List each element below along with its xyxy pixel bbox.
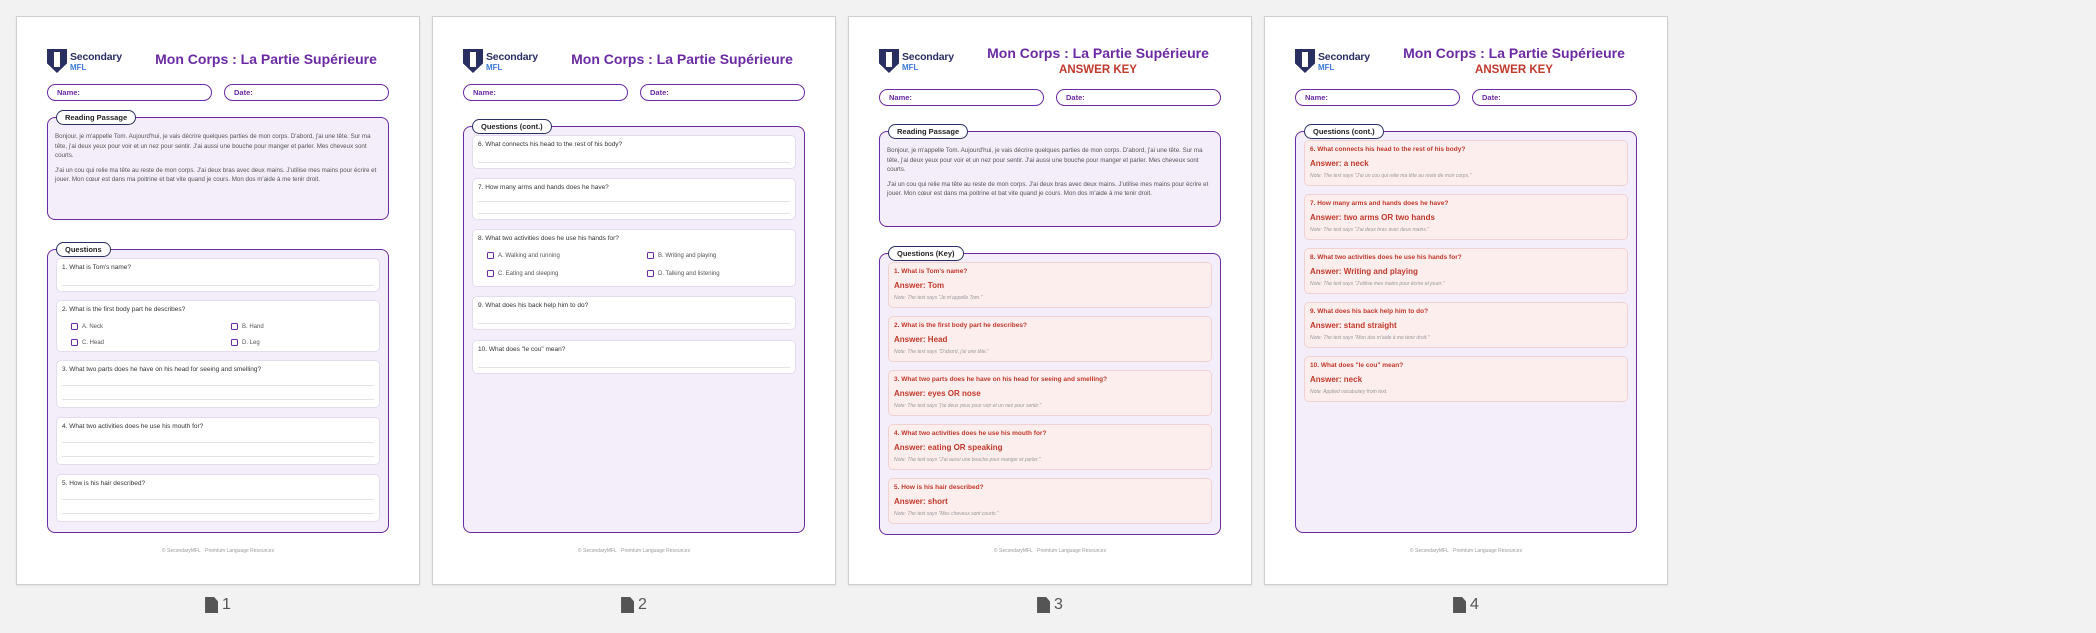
option-c[interactable]: C. Eating and sleeping [487, 270, 558, 277]
question-item [56, 258, 380, 292]
answer-line[interactable] [478, 201, 790, 202]
answer-key-page-4 [1264, 16, 1668, 585]
passage-paragraph: J'ai un cou qui relie ma tête au reste de mon corps. J'ai deux bras avec deux mains. J'utilise mes mains pour écrire et jouer. Mon cœur est dans ma poitrine et bat vite quand je cours. Mon dos m'aide à me tenir droit. [887, 180, 1209, 197]
answer-line[interactable] [478, 323, 790, 324]
logo-text-top: Secondary [1318, 51, 1370, 63]
document-icon [1453, 597, 1466, 613]
questions-cont-box [463, 122, 805, 533]
reading-passage-box [879, 127, 1221, 227]
page-footer: © SecondaryMFL · Premium Language Resources [1409, 548, 1523, 554]
worksheet-page-2 [432, 16, 836, 585]
answer-note: Note: The text says "J'utilise mes mains pour écrire et jouer." [1310, 281, 1445, 287]
question-item [56, 300, 380, 352]
option-d[interactable]: D. Leg [231, 339, 260, 346]
passage-paragraph: J'ai un cou qui relie ma tête au reste de mon corps. J'ai deux bras avec deux mains. J'utilise mes mains pour écrire et jouer. Mon cœur est dans ma poitrine et bat vite quand je cours. Mon dos m'aide à me tenir droit. [55, 166, 377, 183]
answer-line[interactable] [62, 385, 374, 386]
answer-text: Answer: eyes OR nose [894, 389, 981, 398]
answer-line[interactable] [478, 162, 790, 163]
answer-text: Answer: eating OR speaking [894, 443, 1003, 452]
question-text: 4. What two activities does he use his mouth for? [62, 423, 204, 430]
answer-item [1304, 140, 1628, 186]
answer-note: Note: The text says "j'ai deux yeux pour voir et un nez pour sentir." [894, 403, 1042, 409]
answer-item [888, 478, 1212, 524]
page-footer: © SecondaryMFL · Premium Language Resources [993, 548, 1107, 554]
date-field[interactable]: Date: [640, 84, 805, 101]
option-c[interactable]: C. Head [71, 339, 104, 346]
answer-key-label: ANSWER KEY [1475, 64, 1553, 76]
secondarymfl-logo [879, 49, 954, 77]
answer-line[interactable] [62, 456, 374, 457]
shield-icon [47, 49, 67, 73]
shield-icon [879, 49, 899, 73]
answer-note: Note: The text says "J'ai un cou qui relie ma tête au reste de mon corps." [1310, 173, 1472, 179]
answer-note: Note: The text says "J'ai aussi une bouche pour manger et parler." [894, 457, 1041, 463]
passage-paragraph: Bonjour, je m'appelle Tom. Aujourd'hui, je vais décrire quelques parties de mon corps. D'abord, j'ai une tête. Sur ma tête, j'ai deux yeux pour voir et un nez pour sentir. J'ai aussi une bouche pour manger et parler. Mes cheveux sont courts. [887, 147, 1203, 173]
checkbox[interactable] [647, 270, 654, 277]
answer-item [888, 424, 1212, 470]
answer-line[interactable] [478, 367, 790, 368]
answer-item [1304, 194, 1628, 240]
question-item [472, 296, 796, 330]
checkbox[interactable] [647, 252, 654, 259]
answer-note: Note: The text says "D'abord, j'ai une tête." [894, 349, 989, 355]
section-label: Questions (cont.) [1304, 124, 1384, 139]
question-text: 10. What does "le cou" mean? [1310, 362, 1404, 369]
name-date-fields [463, 84, 805, 101]
answer-item [1304, 302, 1628, 348]
page-title: Mon Corps : La Partie Supérieure [987, 45, 1209, 61]
question-text: 7. How many arms and hands does he have? [478, 184, 609, 191]
question-text: 2. What is the first body part he describes? [894, 322, 1027, 329]
question-item [56, 474, 380, 522]
answer-text: Answer: Tom [894, 281, 945, 290]
logo-text-top: Secondary [70, 51, 122, 63]
document-icon [621, 597, 634, 613]
answer-note: Note: Applied vocabulary from text. [1310, 389, 1388, 395]
name-date-fields [879, 89, 1221, 106]
page-title: Mon Corps : La Partie Supérieure [155, 51, 377, 67]
option-a[interactable]: A. Neck [71, 323, 103, 330]
answer-text: Answer: short [894, 497, 948, 506]
answer-text: Answer: two arms OR two hands [1310, 213, 1435, 222]
answer-item [888, 262, 1212, 308]
passage-paragraph: Bonjour, je m'appelle Tom. Aujourd'hui, je vais décrire quelques parties de mon corps. D'abord, j'ai une tête. Sur ma tête, j'ai deux yeux pour voir et un nez pour sentir. J'ai aussi une bouche pour manger et parler. Mes cheveux sont courts. [55, 133, 371, 159]
reading-passage [887, 146, 1213, 204]
section-label: Questions [56, 242, 111, 257]
answer-key-page-3 [848, 16, 1252, 585]
answer-item [1304, 248, 1628, 294]
page-number-label: 3 [848, 596, 1252, 614]
reading-passage-box [47, 113, 389, 220]
question-text: 3. What two parts does he have on his head for seeing and smelling? [62, 366, 262, 373]
section-label: Reading Passage [56, 110, 136, 125]
shield-icon [463, 49, 483, 73]
page-number-label: 4 [1264, 596, 1668, 614]
question-text: 6. What connects his head to the rest of his body? [1310, 146, 1466, 153]
answer-text: Answer: Head [894, 335, 948, 344]
page-number-label: 2 [432, 596, 836, 614]
name-field[interactable]: Name: [879, 89, 1044, 106]
checkbox[interactable] [487, 252, 494, 259]
answer-line[interactable] [62, 285, 374, 286]
page-header [47, 45, 389, 79]
page-title: Mon Corps : La Partie Supérieure [1403, 45, 1625, 61]
shield-icon [1295, 49, 1315, 73]
questions-box [47, 245, 389, 533]
answer-text: Answer: Writing and playing [1310, 267, 1418, 276]
logo-text-top: Secondary [902, 51, 954, 63]
question-text: 9. What does his back help him to do? [1310, 308, 1429, 315]
checkbox[interactable] [231, 339, 238, 346]
question-item [472, 178, 796, 220]
answer-text: Answer: stand straight [1310, 321, 1397, 330]
name-date-fields [1295, 89, 1637, 106]
question-text: 5. How is his hair described? [894, 484, 984, 491]
questions-key-box [879, 249, 1221, 535]
question-text: 7. How many arms and hands does he have? [1310, 200, 1449, 207]
section-label: Questions (cont.) [472, 119, 552, 134]
question-text: 10. What does "le cou" mean? [478, 346, 566, 353]
name-field[interactable]: Name: [1295, 89, 1460, 106]
secondarymfl-logo [1295, 49, 1370, 77]
answer-key-label: ANSWER KEY [1059, 64, 1137, 76]
option-b[interactable]: B. Hand [231, 323, 264, 330]
date-field[interactable]: Date: [1472, 89, 1637, 106]
questions-cont-key-box [1295, 127, 1637, 533]
question-text: 4. What two activities does he use his mouth for? [894, 430, 1047, 437]
answer-note: Note: The text says "Mes cheveux sont courts." [894, 511, 999, 517]
answer-line[interactable] [62, 499, 374, 500]
page-header [463, 45, 805, 79]
logo-text-bottom: MFL [486, 63, 503, 72]
document-icon [205, 597, 218, 613]
date-field[interactable]: Date: [1056, 89, 1221, 106]
question-item [472, 340, 796, 374]
document-icon [1037, 597, 1050, 613]
question-item [472, 229, 796, 287]
secondarymfl-logo [47, 49, 122, 77]
checkbox[interactable] [71, 323, 78, 330]
page-footer: © SecondaryMFL · Premium Language Resources [161, 548, 275, 554]
question-item [56, 417, 380, 465]
question-text: 1. What is Tom's name? [894, 268, 968, 275]
page-footer: © SecondaryMFL · Premium Language Resources [577, 548, 691, 554]
answer-note: Note: The text says "Mon dos m'aide à me tenir droit." [1310, 335, 1430, 341]
answer-line[interactable] [62, 442, 374, 443]
question-text: 8. What two activities does he use his hands for? [478, 235, 619, 242]
name-field[interactable]: Name: [463, 84, 628, 101]
answer-line[interactable] [62, 513, 374, 514]
question-text: 1. What is Tom's name? [62, 264, 132, 271]
question-text: 9. What does his back help him to do? [478, 302, 589, 309]
checkbox[interactable] [71, 339, 78, 346]
question-item [56, 360, 380, 408]
logo-text-bottom: MFL [70, 63, 87, 72]
name-date-fields [47, 84, 389, 101]
name-field[interactable]: Name: [47, 84, 212, 101]
logo-text-bottom: MFL [902, 63, 919, 72]
answer-item [888, 370, 1212, 416]
answer-line[interactable] [478, 213, 790, 214]
page-title: Mon Corps : La Partie Supérieure [571, 51, 793, 67]
checkbox[interactable] [487, 270, 494, 277]
question-text: 5. How is his hair described? [62, 480, 146, 487]
question-item [472, 135, 796, 169]
question-text: 8. What two activities does he use his hands for? [1310, 254, 1462, 261]
worksheet-page-1 [16, 16, 420, 585]
checkbox[interactable] [231, 323, 238, 330]
section-label: Reading Passage [888, 124, 968, 139]
page-header [879, 45, 1221, 79]
section-label: Questions (Key) [888, 246, 964, 261]
answer-note: Note: The text says "Je m'appelle Tom." [894, 295, 983, 301]
page-header [1295, 45, 1637, 79]
page-number-label: 1 [16, 596, 420, 614]
reading-passage [55, 132, 381, 190]
answer-item [1304, 356, 1628, 402]
option-d[interactable]: D. Talking and listening [647, 270, 720, 277]
answer-note: Note: The text says "J'ai deux bras avec deux mains." [1310, 227, 1430, 233]
logo-text-top: Secondary [486, 51, 538, 63]
secondarymfl-logo [463, 49, 538, 77]
option-b[interactable]: B. Writing and playing [647, 252, 716, 259]
logo-text-bottom: MFL [1318, 63, 1335, 72]
answer-text: Answer: a neck [1310, 159, 1369, 168]
question-text: 3. What two parts does he have on his head for seeing and smelling? [894, 376, 1108, 383]
question-text: 6. What connects his head to the rest of his body? [478, 141, 623, 148]
date-field[interactable]: Date: [224, 84, 389, 101]
answer-line[interactable] [62, 399, 374, 400]
answer-item [888, 316, 1212, 362]
question-text: 2. What is the first body part he describes? [62, 306, 186, 313]
option-a[interactable]: A. Walking and running [487, 252, 560, 259]
answer-text: Answer: neck [1310, 375, 1363, 384]
